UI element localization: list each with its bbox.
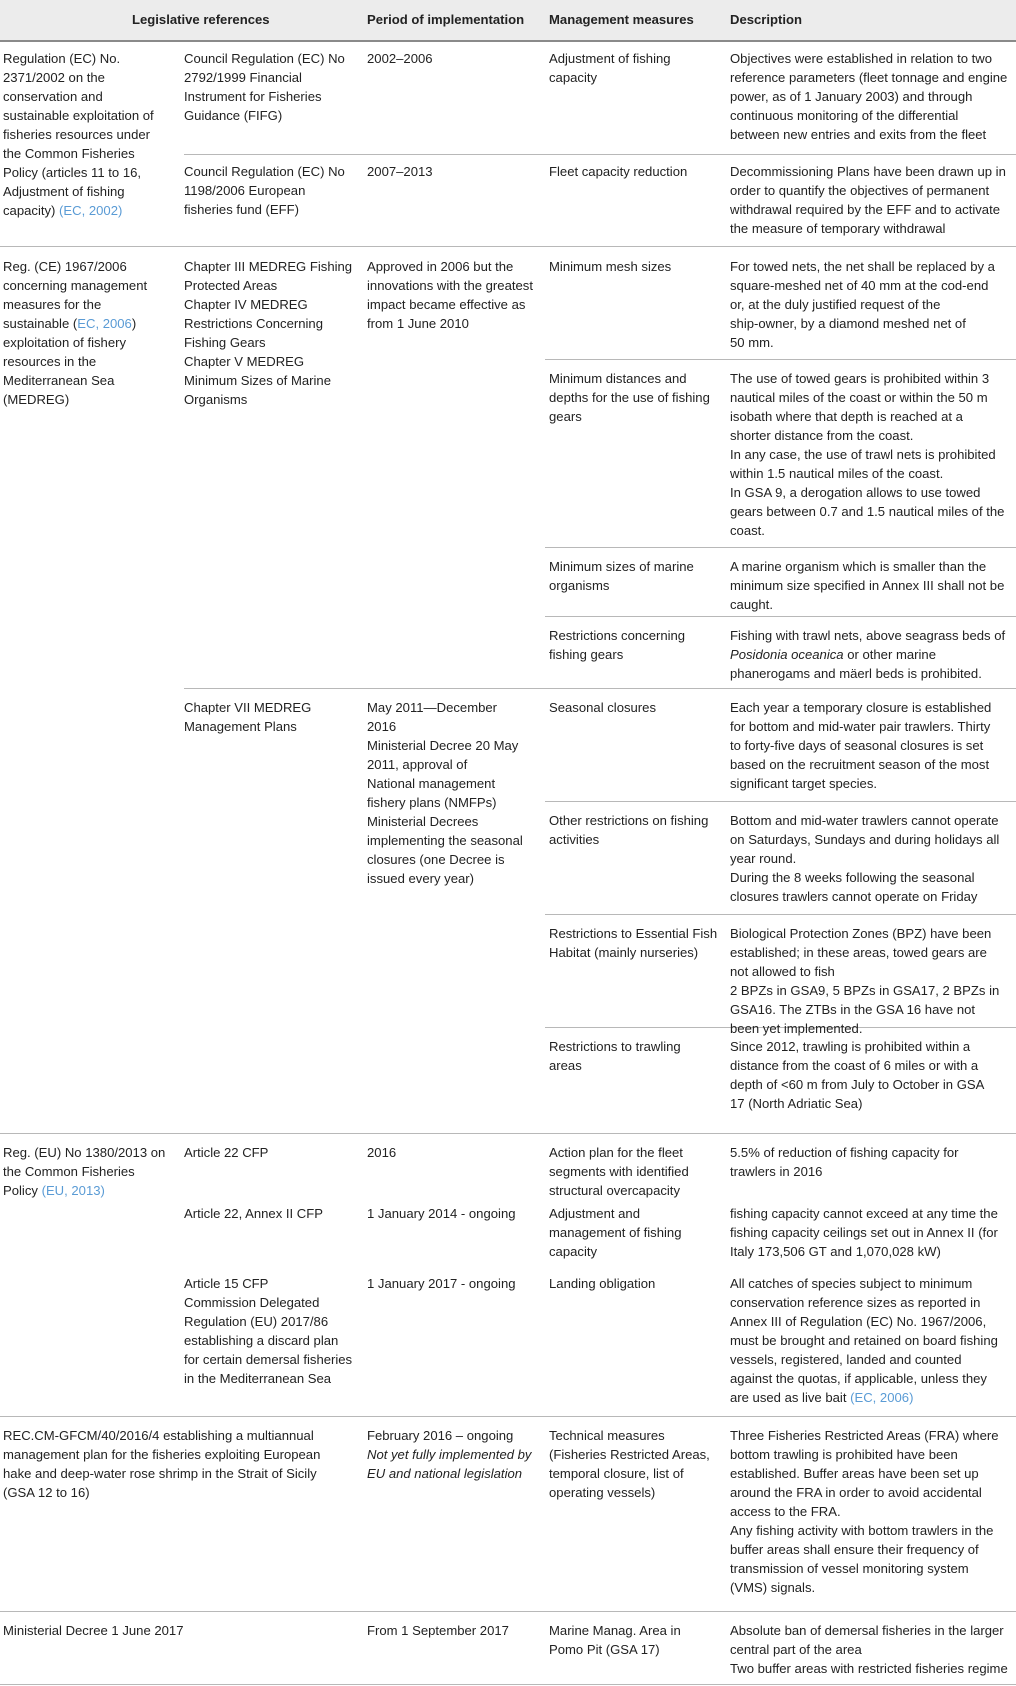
legislative-reference: management plan for the fisheries exploiting European: [3, 1447, 321, 1462]
management-measure: Fleet capacity reduction: [549, 164, 688, 179]
legislative-reference: REC.CM-GFCM/40/2016/4 establishing a multiannual: [3, 1428, 314, 1443]
management-measure: Adjustment and: [549, 1206, 640, 1221]
sub-reference: Article 22 CFP: [184, 1145, 269, 1160]
row-separator: [545, 547, 1016, 548]
header-description: Description: [730, 12, 803, 27]
management-measure: (Fisheries Restricted Areas,: [549, 1447, 710, 1462]
sub-reference: establishing a discard plan: [184, 1333, 339, 1348]
implementation-period: closures (one Decree is: [367, 852, 505, 867]
sub-reference: Minimum Sizes of Marine: [184, 373, 331, 388]
legislative-reference: exploitation of fishery: [3, 335, 127, 350]
measure-description: isobath where that depth is reached at a: [730, 409, 963, 424]
implementation-period: Ministerial Decree 20 May: [367, 738, 519, 753]
measure-description: power, as of 1 January 2003) and through: [730, 89, 973, 104]
implementation-period: Approved in 2006 but the: [367, 259, 514, 274]
measure-description: During the 8 weeks following the seasonal: [730, 870, 975, 885]
measure-description: to forty-five days of seasonal closures is set: [730, 738, 984, 753]
management-measure: temporal closure, list of: [549, 1466, 684, 1481]
sub-reference: Article 15 CFP: [184, 1276, 269, 1291]
measure-description: In GSA 9, a derogation allows to use towed: [730, 485, 981, 500]
measure-description: 2 BPZs in GSA9, 5 BPZs in GSA17, 2 BPZs in: [730, 983, 1000, 998]
measure-description: conservation reference sizes as reported in: [730, 1295, 981, 1310]
implementation-period: 2016: [367, 1145, 397, 1160]
implementation-period: 1 January 2014 - ongoing: [367, 1206, 516, 1221]
measure-description: central part of the area: [730, 1642, 862, 1657]
sub-reference: Council Regulation (EC) No: [184, 51, 345, 66]
measure-description: significant target species.: [730, 776, 878, 791]
measure-description: for bottom and mid-water pair trawlers. Thirty: [730, 719, 991, 734]
row-separator: [184, 154, 1016, 155]
row-separator: [545, 359, 1016, 360]
sub-reference: Article 22, Annex II CFP: [184, 1206, 323, 1221]
management-measure: Restrictions concerning: [549, 628, 686, 643]
measure-description: caught.: [730, 597, 773, 612]
table-bottom-rule: [0, 1684, 1016, 1685]
measure-description: trawlers in 2016: [730, 1164, 823, 1179]
measure-description: GSA16. The ZTBs in the GSA 16 have not: [730, 1002, 976, 1017]
measure-description: Any fishing activity with bottom trawlers in the: [730, 1523, 994, 1538]
implementation-period: implementing the seasonal: [367, 833, 523, 848]
measure-description: must be brought and retained on board fishing: [730, 1333, 998, 1348]
measure-description: against the quotas, if applicable, unless they: [730, 1371, 987, 1386]
measure-description: ship-owner, by a diamond meshed net of: [730, 316, 966, 331]
row-separator: [0, 1416, 1016, 1417]
legislative-reference: Ministerial Decree 1 June 2017: [3, 1623, 184, 1638]
measure-description: established. Buffer areas have been set up: [730, 1466, 979, 1481]
measure-description: between new entries and exits from the fleet: [730, 127, 987, 142]
measure-description: withdrawal required by the EFF and to activate: [730, 202, 1001, 217]
measure-description: In any case, the use of trawl nets is prohibited: [730, 447, 996, 462]
measure-description: Fishing with trawl nets, above seagrass beds of: [730, 628, 1006, 643]
measure-description: [730, 645, 936, 664]
management-measure: management of fishing: [549, 1225, 682, 1240]
legislative-reference: [3, 1181, 105, 1200]
measure-description: The use of towed gears is prohibited within 3: [730, 371, 990, 386]
management-measure: gears: [549, 409, 582, 424]
sub-reference: Commission Delegated: [184, 1295, 320, 1310]
measure-description: continuous monitoring of the differential: [730, 108, 959, 123]
sub-reference: 1198/2006 European: [184, 183, 306, 198]
reference-text: Policy: [3, 1183, 42, 1198]
legislative-reference: hake and deep-water rose shrimp in the Strait of Sicily: [3, 1466, 317, 1481]
sub-reference: fisheries fund (EFF): [184, 202, 299, 217]
row-separator: [0, 1611, 1016, 1612]
sub-reference: Restrictions Concerning: [184, 316, 323, 331]
management-measure: Landing obligation: [549, 1276, 656, 1291]
measure-description: within 1.5 nautical miles of the coast.: [730, 466, 944, 481]
measure-description: based on the recruitment season of the most: [730, 757, 990, 772]
management-measure: Technical measures: [549, 1428, 665, 1443]
row-separator: [545, 616, 1016, 617]
species-name: Posidonia oceanica: [730, 647, 844, 662]
implementation-period: From 1 September 2017: [367, 1623, 509, 1638]
management-measure: Habitat (mainly nurseries): [549, 945, 699, 960]
reference-text: are used as live bait: [730, 1390, 851, 1405]
measure-description: Italy 173,506 GT and 1,070,028 kW): [730, 1244, 941, 1259]
implementation-period: Ministerial Decrees: [367, 814, 479, 829]
legislative-reference: fisheries resources under: [3, 127, 151, 142]
legislative-reference: the Common Fisheries: [3, 146, 135, 161]
sub-reference: Regulation (EU) 2017/86: [184, 1314, 329, 1329]
management-measure: fishing gears: [549, 647, 624, 662]
implementation-period: 2007–2013: [367, 164, 433, 179]
sub-reference: Chapter V MEDREG: [184, 354, 305, 369]
citation-link[interactable]: (EU, 2013): [41, 1183, 105, 1198]
implementation-period: from 1 June 2010: [367, 316, 469, 331]
measure-description: For towed nets, the net shall be replaced by a: [730, 259, 995, 274]
sub-reference: Instrument for Fisheries: [184, 89, 322, 104]
implementation-note: Not yet fully implemented by: [367, 1447, 532, 1462]
row-separator: [545, 801, 1016, 802]
legislative-reference: 2371/2002 on the: [3, 70, 105, 85]
implementation-period: February 2016 – ongoing: [367, 1428, 514, 1443]
management-measure: Action plan for the fleet: [549, 1145, 683, 1160]
measure-description: Biological Protection Zones (BPZ) have been: [730, 926, 992, 941]
sub-reference: in the Mediterranean Sea: [184, 1371, 332, 1386]
reference-text: ): [131, 316, 137, 331]
legislative-reference: Reg. (EU) No 1380/2013 on: [3, 1145, 166, 1160]
sub-reference: for certain demersal fisheries: [184, 1352, 353, 1367]
sub-reference: Chapter III MEDREG Fishing: [184, 259, 353, 274]
implementation-period: issued every year): [367, 871, 474, 886]
management-measure: Seasonal closures: [549, 700, 656, 715]
measure-description: [730, 1388, 913, 1407]
sub-reference: Protected Areas: [184, 278, 278, 293]
management-measure: Other restrictions on fishing: [549, 813, 709, 828]
implementation-period: 2016: [367, 719, 397, 734]
implementation-note: EU and national legislation: [367, 1466, 523, 1481]
measure-description: All catches of species subject to minimum: [730, 1276, 973, 1291]
measure-description: order to quantify the objectives of permanent: [730, 183, 990, 198]
measure-description: distance from the coast of 6 miles or with a: [730, 1058, 979, 1073]
row-separator: [545, 914, 1016, 915]
measure-description: established; in these areas, towed gears are: [730, 945, 987, 960]
implementation-period: fishery plans (NMFPs): [367, 795, 497, 810]
implementation-period: impact became effective as: [367, 297, 526, 312]
row-separator: [184, 688, 1016, 689]
sub-reference: Chapter IV MEDREG: [184, 297, 308, 312]
measure-description: year round.: [730, 851, 797, 866]
implementation-period: 2002–2006: [367, 51, 433, 66]
measure-description: buffer areas shall ensure their frequency of: [730, 1542, 979, 1557]
management-measure: Minimum distances and: [549, 371, 687, 386]
management-measure: operating vessels): [549, 1485, 656, 1500]
measure-description: (VMS) signals.: [730, 1580, 816, 1595]
sub-reference: Management Plans: [184, 719, 297, 734]
measure-description: not allowed to fish: [730, 964, 835, 979]
header-measures: Management measures: [549, 12, 694, 27]
measure-description: square-meshed net of 40 mm at the cod-end: [730, 278, 989, 293]
management-measure: organisms: [549, 578, 610, 593]
management-measure: Minimum sizes of marine: [549, 559, 694, 574]
legislative-reference: sustainable exploitation of: [3, 108, 154, 123]
legislative-reference: the Common Fisheries: [3, 1164, 135, 1179]
header-legislative: Legislative references: [132, 12, 270, 27]
sub-reference: Fishing Gears: [184, 335, 266, 350]
measure-description: bottom trawling is prohibited have been: [730, 1447, 958, 1462]
citation-link[interactable]: EC, 2006: [77, 316, 132, 331]
measure-description: coast.: [730, 523, 765, 538]
legislative-reference: conservation and: [3, 89, 103, 104]
measure-description: 5.5% of reduction of fishing capacity for: [730, 1145, 959, 1160]
measure-description: fishing capacity cannot exceed at any time the: [730, 1206, 998, 1221]
measure-description: transmission of vessel monitoring system: [730, 1561, 969, 1576]
measure-description: 17 (North Adriatic Sea): [730, 1096, 863, 1111]
legislative-reference: resources in the: [3, 354, 97, 369]
measure-description: vessels, registered, landed and counted: [730, 1352, 962, 1367]
legislative-reference: (GSA 12 to 16): [3, 1485, 90, 1500]
management-measure: capacity: [549, 1244, 598, 1259]
legislative-reference: Reg. (CE) 1967/2006: [3, 259, 127, 274]
measure-description: Absolute ban of demersal fisheries in the larger: [730, 1623, 1004, 1638]
management-measure: capacity: [549, 70, 598, 85]
measure-description: minimum size specified in Annex III shall not be: [730, 578, 1005, 593]
sub-reference: Guidance (FIFG): [184, 108, 283, 123]
measure-description: been yet implemented.: [730, 1021, 863, 1036]
measure-description: phanerogams and mäerl beds is prohibited.: [730, 666, 982, 681]
sub-reference: Chapter VII MEDREG: [184, 700, 312, 715]
implementation-period: May 2011—December: [367, 700, 498, 715]
management-measure: structural overcapacity: [549, 1183, 680, 1198]
reference-text: capacity): [3, 203, 60, 218]
measure-description: fishing capacity ceilings set out in Annex II (for: [730, 1225, 998, 1240]
legislative-reference: Mediterranean Sea: [3, 373, 115, 388]
management-measure: Marine Manag. Area in: [549, 1623, 681, 1638]
reference-text: or other marine: [843, 647, 936, 662]
legislative-reference: Policy (articles 11 to 16,: [3, 165, 142, 180]
legislative-reference: (MEDREG): [3, 392, 70, 407]
measure-description: the measure of temporary withdrawal: [730, 221, 946, 236]
measure-description: shorter distance from the coast.: [730, 428, 914, 443]
measure-description: closures trawlers cannot operate on Friday: [730, 889, 978, 904]
measure-description: on Saturdays, Sundays and during holidays all: [730, 832, 1000, 847]
measure-description: reference parameters (fleet tonnage and engine: [730, 70, 1008, 85]
citation-link[interactable]: (EC, 2002): [59, 203, 123, 218]
legislative-reference: [3, 201, 122, 220]
measure-description: gears between 0.7 and 1.5 nautical miles of the: [730, 504, 1005, 519]
legislative-reference: Adjustment of fishing: [3, 184, 125, 199]
management-measure: Pomo Pit (GSA 17): [549, 1642, 660, 1657]
measure-description: Objectives were established in relation to two: [730, 51, 993, 66]
management-measure: Restrictions to trawling: [549, 1039, 681, 1054]
legislative-reference: concerning management: [3, 278, 148, 293]
implementation-period: 1 January 2017 - ongoing: [367, 1276, 516, 1291]
measure-description: or, at the duly justified request of the: [730, 297, 941, 312]
row-separator: [0, 246, 1016, 247]
management-measure: depths for the use of fishing: [549, 390, 710, 405]
reference-text: sustainable (: [3, 316, 78, 331]
citation-link[interactable]: (EC, 2006): [850, 1390, 914, 1405]
management-measure: segments with identified: [549, 1164, 689, 1179]
legislative-reference: Regulation (EC) No.: [3, 51, 121, 66]
measure-description: depth of <60 m from July to October in GSA: [730, 1077, 985, 1092]
measure-description: Since 2012, trawling is prohibited within a: [730, 1039, 971, 1054]
measure-description: Each year a temporary closure is established: [730, 700, 992, 715]
measure-description: Decommissioning Plans have been drawn up in: [730, 164, 1006, 179]
sub-reference: 2792/1999 Financial: [184, 70, 302, 85]
sub-reference: Council Regulation (EC) No: [184, 164, 345, 179]
implementation-period: National management: [367, 776, 496, 791]
measure-description: Two buffer areas with restricted fisheries regime: [730, 1661, 1008, 1676]
management-measure: activities: [549, 832, 600, 847]
implementation-period: 2011, approval of: [367, 757, 468, 772]
management-measure: Minimum mesh sizes: [549, 259, 672, 274]
sub-reference: Organisms: [184, 392, 248, 407]
measure-description: nautical miles of the coast or within the 50 m: [730, 390, 988, 405]
measure-description: A marine organism which is smaller than the: [730, 559, 987, 574]
management-measure: Adjustment of fishing: [549, 51, 671, 66]
row-separator: [0, 1133, 1016, 1134]
measure-description: Bottom and mid-water trawlers cannot operate: [730, 813, 999, 828]
measure-description: around the FRA in order to avoid accidental: [730, 1485, 982, 1500]
management-measure: areas: [549, 1058, 582, 1073]
measure-description: 50 mm.: [730, 335, 774, 350]
legislative-reference: [3, 314, 136, 333]
measure-description: Three Fisheries Restricted Areas (FRA) where: [730, 1428, 999, 1443]
header-period: Period of implementation: [367, 12, 525, 27]
header-rule: [0, 40, 1016, 42]
legislative-reference: measures for the: [3, 297, 102, 312]
implementation-period: innovations with the greatest: [367, 278, 533, 293]
measure-description: Annex III of Regulation (EC) No. 1967/2006,: [730, 1314, 987, 1329]
management-measure: Restrictions to Essential Fish: [549, 926, 718, 941]
measure-description: access to the FRA.: [730, 1504, 841, 1519]
